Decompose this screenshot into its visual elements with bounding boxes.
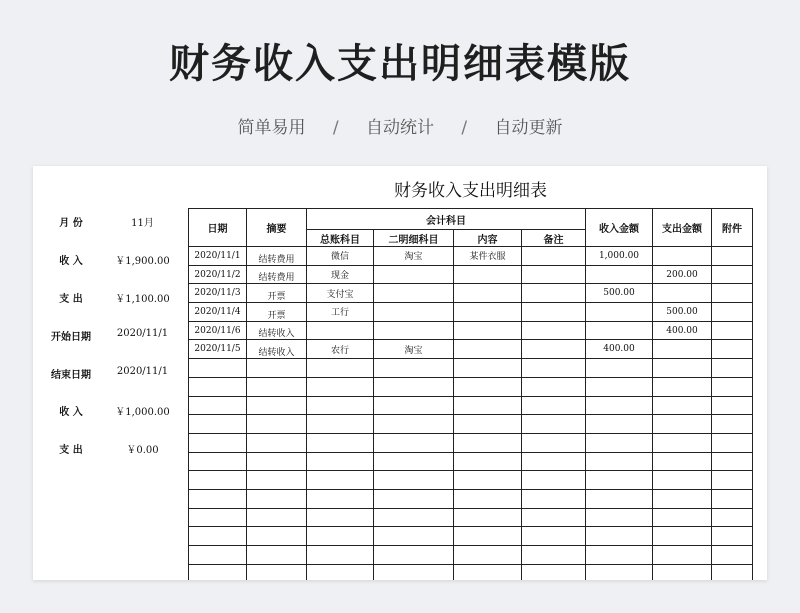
empty-cell[interactable] xyxy=(586,564,653,580)
cell-income[interactable] xyxy=(586,265,653,284)
table-row xyxy=(189,265,753,284)
summary-row-start-date xyxy=(33,328,188,348)
cell-main-account[interactable]: 支付宝 xyxy=(307,284,374,303)
header-content[interactable]: 内容 xyxy=(454,230,522,247)
empty-cell[interactable] xyxy=(189,377,247,396)
empty-cell[interactable] xyxy=(189,433,247,452)
cell-attachment[interactable] xyxy=(712,265,753,284)
cell-content[interactable] xyxy=(454,303,522,322)
empty-cell[interactable] xyxy=(189,471,247,490)
cell-content[interactable] xyxy=(454,340,522,359)
empty-cell[interactable] xyxy=(712,546,753,565)
empty-cell[interactable] xyxy=(454,471,522,490)
table-row xyxy=(189,303,753,322)
summary-value[interactable]: 11月 xyxy=(131,218,154,229)
empty-cell[interactable] xyxy=(247,377,307,396)
cell-note[interactable] xyxy=(522,303,586,322)
empty-row xyxy=(189,508,753,527)
summary-value[interactable]: 2020/11/1 xyxy=(116,366,169,377)
empty-cell[interactable] xyxy=(189,564,247,580)
empty-cell[interactable] xyxy=(653,359,712,378)
table-row xyxy=(189,247,753,266)
cell-main-account[interactable]: 工行 xyxy=(307,303,374,322)
cell-income[interactable]: 1,000.00 xyxy=(586,247,653,266)
cell-expense[interactable] xyxy=(653,284,712,303)
cell-sub-account[interactable]: 淘宝 xyxy=(374,247,454,266)
summary-row-period-income xyxy=(33,403,188,423)
summary-row-expense xyxy=(33,290,188,310)
summary-label: 月 份 xyxy=(59,218,83,229)
empty-cell[interactable] xyxy=(712,527,753,546)
cell-attachment[interactable] xyxy=(712,247,753,266)
empty-row xyxy=(189,359,753,378)
empty-cell[interactable] xyxy=(374,415,454,434)
cell-content[interactable] xyxy=(454,284,522,303)
empty-cell[interactable] xyxy=(307,452,374,471)
cell-date[interactable]: 2020/11/5 xyxy=(189,340,247,359)
cell-sub-account[interactable] xyxy=(374,284,454,303)
empty-cell[interactable] xyxy=(522,396,586,415)
empty-cell[interactable] xyxy=(307,433,374,452)
empty-cell[interactable] xyxy=(247,508,307,527)
cell-attachment[interactable] xyxy=(712,303,753,322)
empty-cell[interactable] xyxy=(374,564,454,580)
cell-expense[interactable] xyxy=(653,340,712,359)
empty-cell[interactable] xyxy=(653,489,712,508)
tag-separator: / xyxy=(461,118,468,138)
cell-summary[interactable]: 结转费用 xyxy=(247,265,307,284)
empty-cell[interactable] xyxy=(712,564,753,580)
header-attachment[interactable]: 附件 xyxy=(712,209,753,247)
empty-cell[interactable] xyxy=(586,359,653,378)
empty-cell[interactable] xyxy=(712,396,753,415)
cell-content[interactable] xyxy=(454,321,522,340)
cell-expense[interactable]: 400.00 xyxy=(653,321,712,340)
cell-attachment[interactable] xyxy=(712,284,753,303)
cell-date[interactable]: 2020/11/3 xyxy=(189,284,247,303)
summary-label: 开始日期 xyxy=(51,332,91,343)
empty-cell[interactable] xyxy=(307,471,374,490)
empty-cell[interactable] xyxy=(454,564,522,580)
empty-cell[interactable] xyxy=(653,546,712,565)
cell-main-account[interactable]: 微信 xyxy=(307,247,374,266)
empty-cell[interactable] xyxy=(454,415,522,434)
empty-cell[interactable] xyxy=(454,433,522,452)
empty-cell[interactable] xyxy=(307,564,374,580)
empty-cell[interactable] xyxy=(522,546,586,565)
cell-summary[interactable]: 结转收入 xyxy=(247,340,307,359)
cell-income[interactable]: 500.00 xyxy=(586,284,653,303)
cell-content[interactable] xyxy=(454,265,522,284)
header-income[interactable]: 收入金额 xyxy=(586,209,653,247)
empty-cell[interactable] xyxy=(712,415,753,434)
summary-label: 结束日期 xyxy=(51,370,91,381)
empty-cell[interactable] xyxy=(189,396,247,415)
tag-easy: 简单易用 xyxy=(237,118,306,138)
empty-cell[interactable] xyxy=(586,527,653,546)
empty-cell[interactable] xyxy=(374,489,454,508)
cell-note[interactable] xyxy=(522,247,586,266)
empty-cell[interactable] xyxy=(653,508,712,527)
empty-cell[interactable] xyxy=(653,433,712,452)
cell-sub-account[interactable] xyxy=(374,265,454,284)
summary-row-end-date xyxy=(33,366,188,386)
empty-cell[interactable] xyxy=(247,415,307,434)
empty-row xyxy=(189,377,753,396)
sheet-title: 财务收入支出明细表 xyxy=(394,181,547,201)
empty-cell[interactable] xyxy=(653,452,712,471)
table-row xyxy=(189,340,753,359)
cell-content[interactable]: 某件衣服 xyxy=(454,247,522,266)
tag-auto-stats: 自动统计 xyxy=(366,118,434,138)
empty-row xyxy=(189,415,753,434)
cell-expense[interactable]: 500.00 xyxy=(653,303,712,322)
cell-expense[interactable] xyxy=(653,247,712,266)
empty-cell[interactable] xyxy=(307,415,374,434)
empty-cell[interactable] xyxy=(189,508,247,527)
empty-cell[interactable] xyxy=(712,508,753,527)
summary-label: 支 出 xyxy=(59,294,83,305)
empty-cell[interactable] xyxy=(247,471,307,490)
ledger-table xyxy=(188,208,753,580)
cell-income[interactable]: 400.00 xyxy=(586,340,653,359)
header-accounts-group[interactable]: 会计科目 xyxy=(307,209,586,230)
summary-value[interactable]: ￥1,900.00 xyxy=(115,256,170,267)
empty-cell[interactable] xyxy=(522,415,586,434)
summary-value[interactable]: ￥0.00 xyxy=(126,445,159,456)
header-summary[interactable]: 摘要 xyxy=(247,209,307,247)
cell-main-account[interactable]: 现金 xyxy=(307,265,374,284)
empty-cell[interactable] xyxy=(307,396,374,415)
empty-cell[interactable] xyxy=(522,433,586,452)
empty-cell[interactable] xyxy=(586,433,653,452)
empty-cell[interactable] xyxy=(247,564,307,580)
cell-date[interactable]: 2020/11/1 xyxy=(189,247,247,266)
empty-cell[interactable] xyxy=(454,396,522,415)
empty-row xyxy=(189,471,753,490)
empty-cell[interactable] xyxy=(522,377,586,396)
empty-cell[interactable] xyxy=(712,377,753,396)
summary-value[interactable]: ￥1,100.00 xyxy=(115,294,170,305)
empty-cell[interactable] xyxy=(454,527,522,546)
empty-cell[interactable] xyxy=(522,489,586,508)
empty-row xyxy=(189,564,753,580)
empty-cell[interactable] xyxy=(712,489,753,508)
cell-income[interactable] xyxy=(586,321,653,340)
cell-note[interactable] xyxy=(522,340,586,359)
empty-cell[interactable] xyxy=(307,377,374,396)
cell-note[interactable] xyxy=(522,321,586,340)
empty-cell[interactable] xyxy=(454,508,522,527)
empty-row xyxy=(189,489,753,508)
empty-cell[interactable] xyxy=(374,452,454,471)
empty-cell[interactable] xyxy=(712,452,753,471)
empty-cell[interactable] xyxy=(374,377,454,396)
empty-cell[interactable] xyxy=(189,359,247,378)
page-title: 财务收入支出明细表模版 xyxy=(169,41,631,87)
empty-cell[interactable] xyxy=(454,452,522,471)
empty-cell[interactable] xyxy=(247,452,307,471)
cell-sub-account[interactable] xyxy=(374,303,454,322)
empty-cell[interactable] xyxy=(522,508,586,527)
cell-attachment[interactable] xyxy=(712,340,753,359)
empty-cell[interactable] xyxy=(247,489,307,508)
empty-cell[interactable] xyxy=(189,527,247,546)
empty-row xyxy=(189,527,753,546)
empty-cell[interactable] xyxy=(712,471,753,490)
empty-cell[interactable] xyxy=(307,508,374,527)
empty-cell[interactable] xyxy=(307,359,374,378)
cell-summary[interactable]: 开票 xyxy=(247,284,307,303)
empty-cell[interactable] xyxy=(586,546,653,565)
empty-cell[interactable] xyxy=(247,546,307,565)
empty-cell[interactable] xyxy=(307,527,374,546)
empty-cell[interactable] xyxy=(522,564,586,580)
tag-separator: / xyxy=(332,118,339,138)
empty-cell[interactable] xyxy=(586,377,653,396)
empty-cell[interactable] xyxy=(374,471,454,490)
summary-row-income xyxy=(33,252,188,272)
empty-cell[interactable] xyxy=(454,489,522,508)
cell-date[interactable]: 2020/11/4 xyxy=(189,303,247,322)
empty-cell[interactable] xyxy=(247,433,307,452)
empty-cell[interactable] xyxy=(189,546,247,565)
empty-cell[interactable] xyxy=(653,471,712,490)
spreadsheet-card xyxy=(33,166,767,580)
empty-cell[interactable] xyxy=(586,471,653,490)
empty-cell[interactable] xyxy=(247,359,307,378)
empty-cell[interactable] xyxy=(653,564,712,580)
summary-value[interactable]: 2020/11/1 xyxy=(116,328,169,339)
empty-cell[interactable] xyxy=(653,527,712,546)
header-note[interactable]: 备注 xyxy=(522,230,586,247)
cell-expense[interactable]: 200.00 xyxy=(653,265,712,284)
cell-attachment[interactable] xyxy=(712,321,753,340)
empty-cell[interactable] xyxy=(374,546,454,565)
empty-cell[interactable] xyxy=(307,546,374,565)
empty-cell[interactable] xyxy=(653,396,712,415)
cell-main-account[interactable]: 农行 xyxy=(307,340,374,359)
empty-cell[interactable] xyxy=(522,359,586,378)
empty-cell[interactable] xyxy=(586,452,653,471)
empty-cell[interactable] xyxy=(653,377,712,396)
header-main-account[interactable]: 总账科目 xyxy=(307,230,374,247)
empty-cell[interactable] xyxy=(653,415,712,434)
empty-row xyxy=(189,396,753,415)
empty-cell[interactable] xyxy=(522,471,586,490)
empty-cell[interactable] xyxy=(374,359,454,378)
tagline xyxy=(0,113,800,138)
summary-label: 收 入 xyxy=(59,407,83,418)
tag-auto-update: 自动更新 xyxy=(494,118,563,138)
summary-row-month xyxy=(33,214,188,234)
cell-main-account[interactable] xyxy=(307,321,374,340)
empty-row xyxy=(189,452,753,471)
empty-row xyxy=(189,433,753,452)
header-sub-account[interactable]: 二明细科目 xyxy=(374,230,454,247)
empty-cell[interactable] xyxy=(374,508,454,527)
empty-cell[interactable] xyxy=(307,489,374,508)
cell-sub-account[interactable]: 淘宝 xyxy=(374,340,454,359)
summary-value[interactable]: ￥1,000.00 xyxy=(115,407,170,418)
empty-cell[interactable] xyxy=(189,452,247,471)
empty-cell[interactable] xyxy=(189,489,247,508)
empty-cell[interactable] xyxy=(247,396,307,415)
empty-cell[interactable] xyxy=(522,527,586,546)
summary-label: 支 出 xyxy=(59,445,83,456)
cell-date[interactable]: 2020/11/2 xyxy=(189,265,247,284)
cell-note[interactable] xyxy=(522,284,586,303)
cell-sub-account[interactable] xyxy=(374,321,454,340)
cell-date[interactable]: 2020/11/6 xyxy=(189,321,247,340)
empty-cell[interactable] xyxy=(374,433,454,452)
header-date[interactable]: 日期 xyxy=(189,209,247,247)
empty-cell[interactable] xyxy=(522,452,586,471)
table-row xyxy=(189,321,753,340)
empty-cell[interactable] xyxy=(454,377,522,396)
empty-row xyxy=(189,546,753,565)
table-row xyxy=(189,284,753,303)
empty-cell[interactable] xyxy=(712,359,753,378)
empty-cell[interactable] xyxy=(712,433,753,452)
empty-cell[interactable] xyxy=(374,396,454,415)
cell-income[interactable] xyxy=(586,303,653,322)
empty-cell[interactable] xyxy=(586,396,653,415)
cell-summary[interactable]: 结转费用 xyxy=(247,247,307,266)
summary-label: 收 入 xyxy=(59,256,83,267)
summary-row-period-expense xyxy=(33,441,188,461)
empty-cell[interactable] xyxy=(454,359,522,378)
header-expense[interactable]: 支出金额 xyxy=(653,209,712,247)
empty-cell[interactable] xyxy=(586,415,653,434)
empty-cell[interactable] xyxy=(374,527,454,546)
empty-cell[interactable] xyxy=(454,546,522,565)
empty-cell[interactable] xyxy=(189,415,247,434)
empty-cell[interactable] xyxy=(586,489,653,508)
cell-summary[interactable]: 结转收入 xyxy=(247,321,307,340)
empty-cell[interactable] xyxy=(586,508,653,527)
cell-note[interactable] xyxy=(522,265,586,284)
empty-cell[interactable] xyxy=(247,527,307,546)
cell-summary[interactable]: 开票 xyxy=(247,303,307,322)
